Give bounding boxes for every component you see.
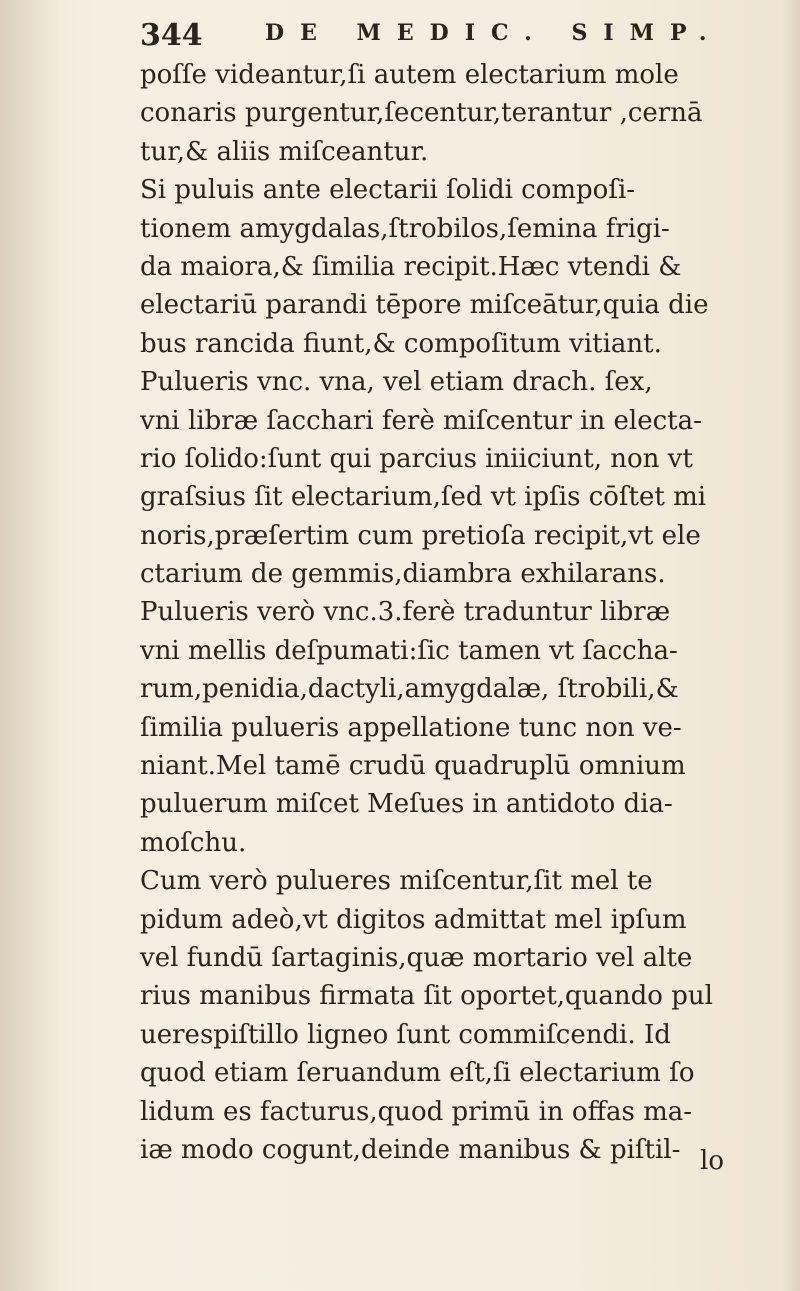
- text-line: bus rancida fiunt,& compoſitum vitiant.: [140, 328, 662, 359]
- spine-shadow: [0, 0, 60, 1291]
- page-edge: [782, 0, 800, 1291]
- running-title: DE MEDIC. SIMP.: [265, 20, 723, 46]
- text-line: lidum es facturus,quod primū in offas ma-: [140, 1096, 693, 1127]
- text-line: graſsius ſit electarium,ſed vt ipſis cōſtet mi: [140, 482, 707, 513]
- text-line: moſchu.: [140, 827, 247, 858]
- text-line: Si puluis ante electarii ſolidi compoſi-: [140, 175, 636, 206]
- text-line: Pulueris vnc. vna, vel etiam drach. ſex,: [140, 367, 653, 398]
- page-number: 344: [140, 18, 203, 53]
- body-text: [140, 56, 740, 1169]
- text-line: Pulueris verò vnc.3.ferè traduntur libræ: [140, 597, 671, 628]
- running-head: [140, 14, 723, 58]
- text-line: Cum verò pulueres miſcentur,ſit mel te: [140, 866, 653, 897]
- text-line: vni libræ ſacchari ferè miſcentur in electa-: [140, 405, 702, 436]
- text-line: uerespiſtillo ligneo ſunt commiſcendi. Id: [140, 1019, 671, 1050]
- text-line: rio ſolido:ſunt qui parcius iniiciunt, non vt: [140, 443, 693, 474]
- text-line: puluerum miſcet Meſues in antidoto dia-: [140, 789, 673, 820]
- text-line: vni mellis deſpumati:ſic tamen vt ſaccha-: [140, 635, 678, 666]
- text-line: electariū parandi tēpore miſceātur,quia die: [140, 290, 709, 321]
- text-line: da maiora,& ſimilia recipit.Hæc vtendi &: [140, 251, 682, 282]
- text-line: conaris purgentur,ſecentur,terantur ,cernā: [140, 98, 703, 129]
- text-line: tionem amygdalas,ſtrobilos,ſemina frigi-: [140, 213, 670, 244]
- text-line: iæ modo cogunt,deinde manibus & piſtil-: [140, 1134, 681, 1165]
- text-line: quod etiam ſeruandum eſt,ſi electarium ſo: [140, 1058, 695, 1089]
- text-line: ctarium de gemmis,diambra exhilarans.: [140, 559, 666, 590]
- text-line: tur,& aliis miſceantur.: [140, 136, 429, 167]
- catchword: lo: [700, 1146, 724, 1176]
- text-line: pidum adeò,vt digitos admittat mel ipſum: [140, 904, 687, 935]
- text-line: vel fundū ſartaginis,quæ mortario vel alte: [140, 942, 693, 973]
- text-line: ſimilia pulueris appellatione tunc non ve-: [140, 712, 682, 743]
- text-line: rum,penidia,dactyli,amygdalæ, ſtrobili,&: [140, 674, 679, 705]
- text-line: poſſe videantur,ſi autem electarium mole: [140, 60, 679, 90]
- text-line: noris,præſertim cum pretioſa recipit,vt ele: [140, 520, 701, 551]
- text-line: niant.Mel tamē crudū quadruplū omnium: [140, 751, 686, 782]
- text-line: rius manibus firmata ſit oportet,quando pul: [140, 981, 713, 1012]
